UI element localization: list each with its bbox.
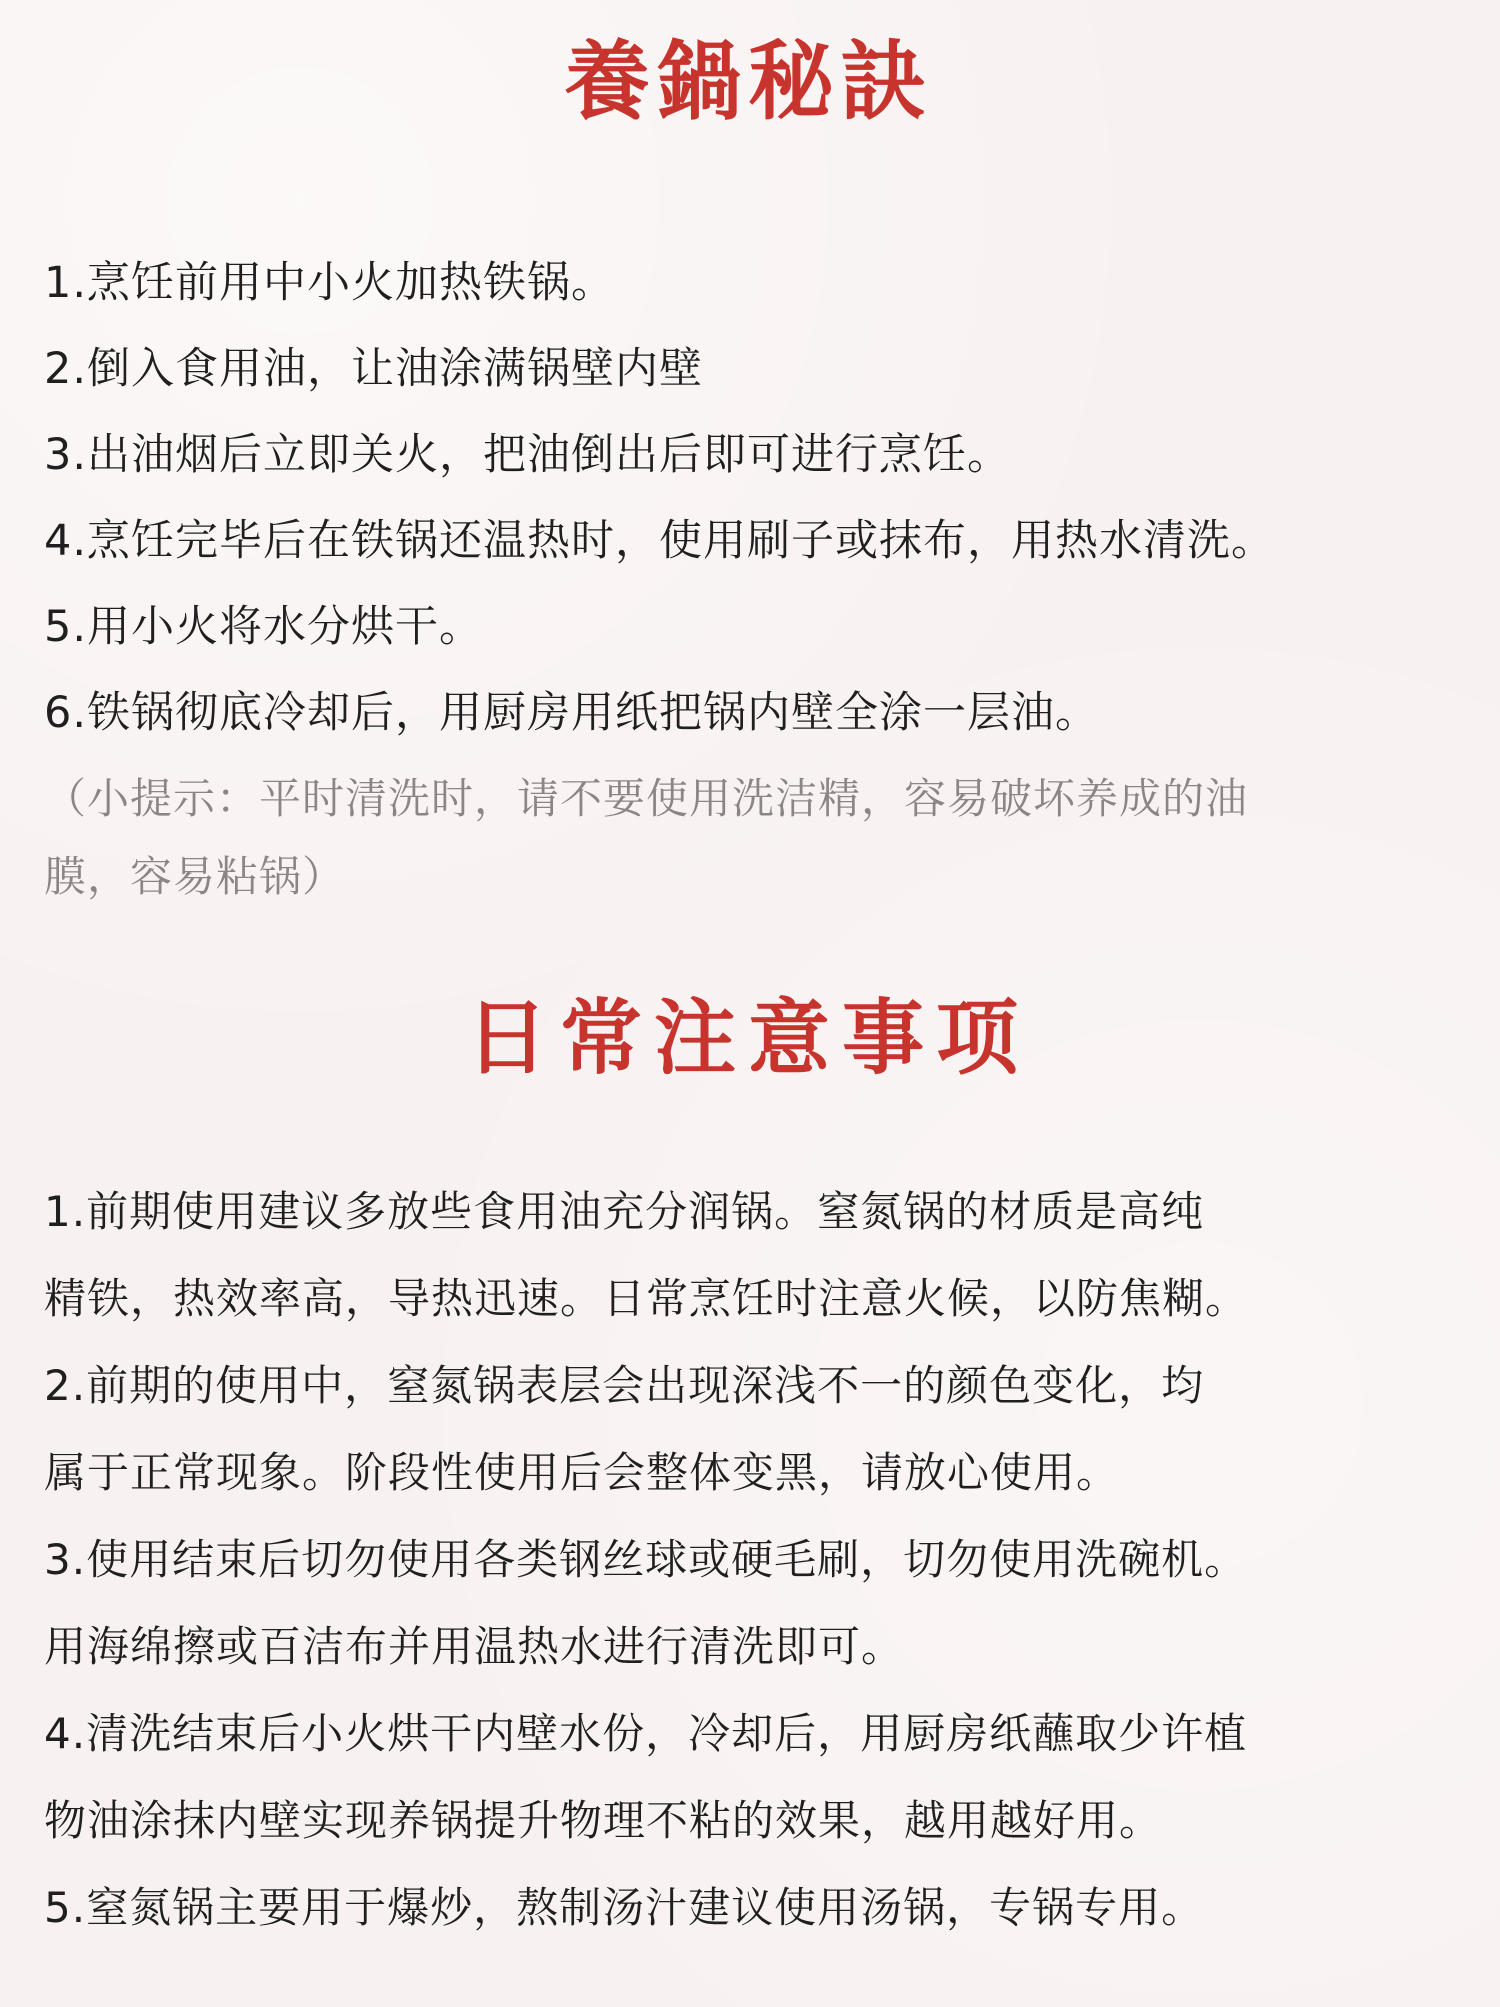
daily-note: 2.前期的使用中，窒氮锅表层会出现深浅不一的颜色变化，均 属于正常现象。阶段性使用后会整体变黑，请放心使用。 <box>44 1361 1205 1497</box>
daily-note: 1.前期使用建议多放些食用油充分润锅。窒氮锅的材质是高纯 精铁，热效率高，导热迅速。日常烹饪时注意火候，以防焦糊。 <box>44 1187 1249 1323</box>
daily-note: 3.使用结束后切勿使用各类钢丝球或硬毛刷，切勿使用洗碗机。 用海绵擦或百洁布并用温热水进行清洗即可。 <box>44 1535 1248 1671</box>
seasoning-step: 4.烹饪完毕后在铁锅还温热时，使用刷子或抹布，用热水清洗。 <box>44 516 1276 566</box>
seasoning-steps-list <box>44 240 1452 756</box>
seasoning-step: 3.出油烟后立即关火，把油倒出后即可进行烹饪。 <box>44 430 1012 480</box>
daily-note: 4.清洗结束后小火烘干内壁水份，冷却后，用厨房纸蘸取少许植 物油涂抹内壁实现养锅提升物理不粘的效果，越用越好用。 <box>44 1709 1248 1845</box>
daily-note: 5.窒氮锅主要用于爆炒，熬制汤汁建议使用汤锅，专锅专用。 <box>44 1883 1205 1932</box>
cleaning-tip <box>44 760 1452 916</box>
daily-notes-list <box>44 1168 1452 1951</box>
section-title-pan-seasoning: 養鍋秘訣 <box>564 31 932 132</box>
section-title-daily-notes: 日常注意事项 <box>465 990 1030 1086</box>
seasoning-step: 6.铁锅彻底冷却后，用厨房用纸把锅内壁全涂一层油。 <box>44 688 1100 738</box>
cleaning-tip-line-1: （小提示：平时清洗时，请不要使用洗洁精，容易破坏养成的油 <box>44 774 1249 823</box>
cleaning-tip-line-2: 膜，容易粘锅） <box>44 852 346 901</box>
seasoning-step: 1.烹饪前用中小火加热铁锅。 <box>44 258 616 308</box>
seasoning-step: 2.倒入食用油，让油涂满锅壁内壁 <box>44 344 704 394</box>
seasoning-step: 5.用小火将水分烘干。 <box>44 602 484 652</box>
